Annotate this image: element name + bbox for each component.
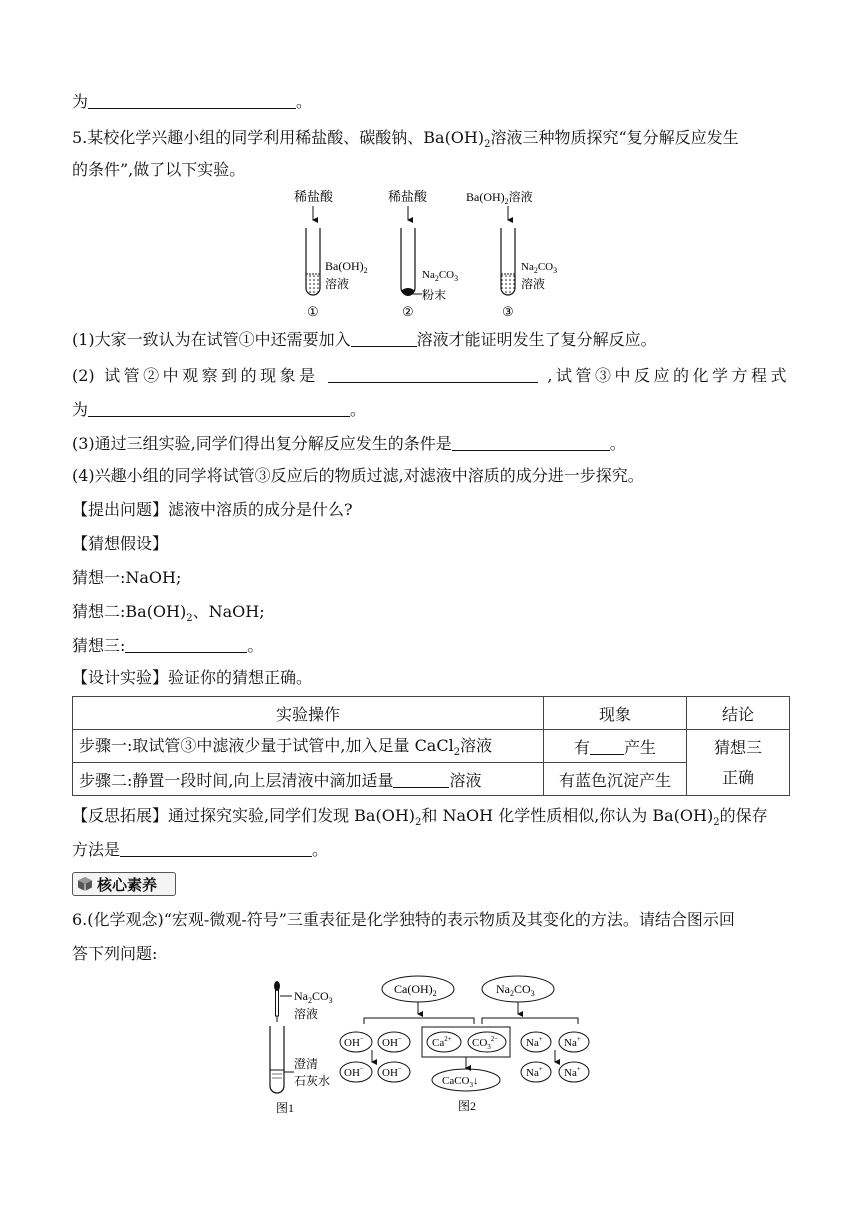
answer-blank[interactable] (88, 400, 350, 417)
table-cell-conclusion: 猜想三 正确 (687, 730, 790, 796)
table-cell-ph1: 有 产生 (544, 730, 687, 763)
table-cell-op2: 步骤二:静置一段时间,向上层清液中滴加适量 溶液 (73, 763, 544, 796)
svg-text:Na2CO3: $Na_2CO_3$ (496, 982, 535, 998)
svg-text:③: ③ (502, 304, 514, 319)
test-tube-1 (306, 228, 320, 295)
q5-part2-line1: (2) 试管②中观察到的现象是 ,试管③中反应的化学方程式 (72, 366, 790, 385)
answer-blank[interactable] (590, 738, 624, 755)
svg-text:溶液: 溶液 (294, 1007, 319, 1021)
svg-text:Na2CO3: $Na_2CO_3$ (294, 989, 333, 1005)
q5-part1: (1)大家一致认为在试管①中还需要加入 溶液才能证明发生了复分解反应。 (72, 330, 657, 349)
svg-text:图2: 图2 (458, 1099, 477, 1113)
table-row (73, 763, 790, 796)
test-tube (270, 1026, 284, 1093)
q6-stem-line2: 答下列问题: (72, 944, 158, 963)
q5-part4: (4)兴趣小组的同学将试管③反应后的物质过滤,对滤液中溶质的成分进一步探究。 (72, 466, 644, 485)
answer-blank[interactable] (120, 840, 312, 857)
q5-hypothesis-1: 猜想一:NaOH; (72, 568, 182, 587)
svg-text:Na2CO3: $Na_2CO_3$ (422, 269, 459, 283)
svg-text:Na+: Na+ (526, 1065, 543, 1079)
svg-text:Na+: Na+ (564, 1035, 581, 1049)
answer-blank[interactable] (351, 330, 417, 347)
svg-text:Ca2+: $Ca^{2+}$ (432, 1035, 452, 1049)
test-tube-3 (501, 228, 515, 295)
svg-text:CaCO3↓: CaCO$_3$↓ (442, 1075, 479, 1089)
section-tag: 核心素养 (72, 872, 176, 896)
svg-text:Ca(OH)2: $Ca(OH)_2$ (394, 982, 437, 998)
table-row (73, 730, 790, 763)
q5-test-tube-figure (280, 186, 600, 320)
q6-stem-line1: 6.(化学观念)“宏观-微观-符号”三重表征是化学独特的表示物质及其变化的方法。请结合图示回 (72, 910, 735, 929)
table-header-row: 实验操作 现象 结论 (73, 697, 790, 730)
table-cell-op1: 步骤一:取试管③中滤液少量于试管中,加入足量 CaCl$_2$溶液 (73, 730, 544, 763)
svg-text:粉末: 粉末 (422, 288, 447, 302)
svg-text:Na2CO3: $Na_2CO_3$ (521, 261, 558, 275)
svg-text:澄清: 澄清 (294, 1057, 319, 1071)
q5-ask: 【提出问题】滤液中溶质的成分是什么? (72, 500, 353, 519)
dropper-icon (274, 981, 280, 1022)
tube1-reagent: 稀盐酸 (294, 189, 334, 204)
tube2-reagent: 稀盐酸 (388, 189, 428, 204)
q5-part2-line2: 为 。 (72, 400, 367, 419)
q5-part3: (3)通过三组实验,同学们得出复分解反应发生的条件是 。 (72, 434, 626, 453)
svg-text:CO32−: $CO_3^{2-}$ (472, 1035, 499, 1051)
q5-hypothesis-heading: 【猜想假设】 (72, 534, 169, 553)
svg-text:Na+: Na+ (526, 1035, 543, 1049)
q6-figure (260, 972, 600, 1120)
cube-icon (77, 876, 93, 892)
test-tube-2 (401, 228, 415, 296)
experiment-table (72, 696, 790, 796)
svg-text:②: ② (402, 304, 414, 319)
svg-text:Ba(OH)2: $Ba(OH)_2$ (325, 259, 368, 275)
svg-text:图1: 图1 (276, 1101, 295, 1115)
svg-text:OH−: OH− (344, 1035, 364, 1049)
tube3-reagent: $Ba(OH)_2$溶液 (466, 190, 533, 206)
svg-text:①: ① (307, 304, 319, 319)
answer-blank[interactable] (125, 636, 247, 653)
answer-blank[interactable] (88, 92, 296, 109)
svg-text:OH−: OH− (382, 1035, 402, 1049)
answer-blank[interactable] (393, 771, 449, 788)
q5-hypothesis-2: 猜想二$:Ba(OH)_2$、NaOH; (72, 602, 265, 625)
q5-stem-line1: 5.某校化学兴趣小组的同学利用稀盐酸、碳酸钠、$Ba(OH)_2$溶液三种物质探究“复分解反应发生 (72, 128, 739, 151)
answer-blank[interactable] (452, 434, 610, 451)
svg-text:溶液: 溶液 (325, 277, 350, 291)
svg-text:溶液: 溶液 (521, 277, 546, 291)
ion-diagram (340, 976, 589, 1113)
svg-text:OH−: OH− (382, 1065, 402, 1079)
q5-stem-line2: 的条件”,做了以下实验。 (72, 160, 246, 179)
q5-reflect-line1: 【反思拓展】通过探究实验,同学们发现 $Ba(OH)_2$和 NaOH 化学性质相似,你认为 $Ba(OH)_2$的保存 (72, 806, 768, 829)
svg-text:OH−: OH− (344, 1065, 364, 1079)
q5-hypothesis-3: 猜想三: 。 (72, 636, 264, 655)
q5-design: 【设计实验】验证你的猜想正确。 (72, 668, 313, 687)
prev-answer-line: 为 。 (72, 92, 313, 111)
table-cell-ph2: 有蓝色沉淀产生 (544, 763, 687, 796)
q5-reflect-line2: 方法是 。 (72, 840, 329, 859)
svg-text:Na+: Na+ (564, 1065, 581, 1079)
answer-blank[interactable] (328, 366, 538, 383)
svg-text:石灰水: 石灰水 (294, 1074, 331, 1088)
